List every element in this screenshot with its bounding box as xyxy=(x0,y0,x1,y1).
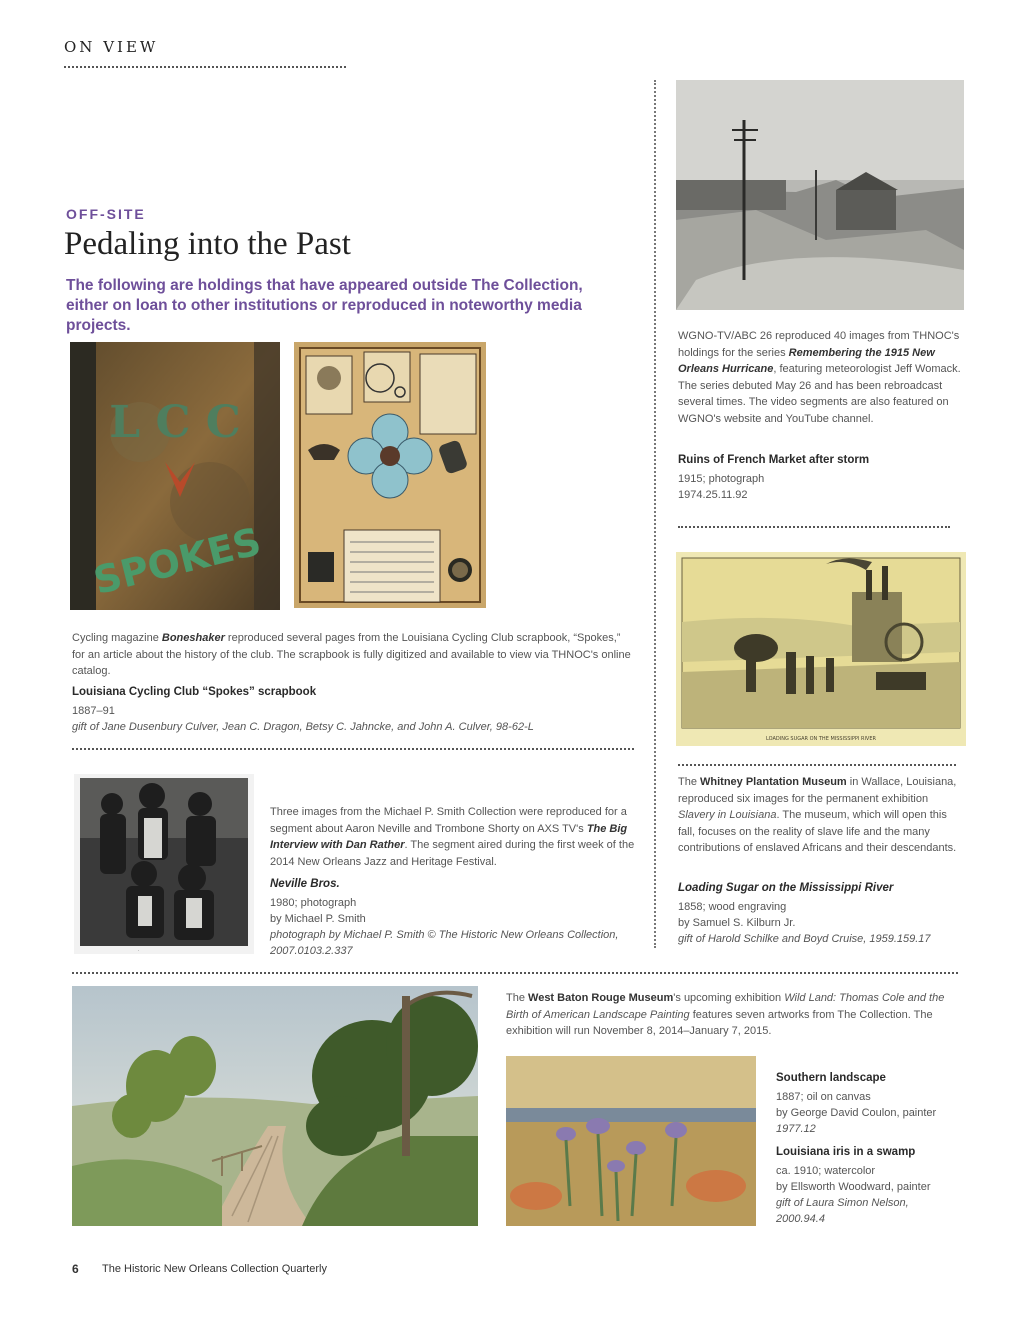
engraving-caption: LOADING SUGAR ON THE MISSISSIPPI RIVER xyxy=(766,736,876,742)
intro-text: The following are holdings that have appeared outside The Collection, either on loan to other institutions or reproduced in noteworthy media projects. xyxy=(66,277,583,334)
sugar-caption-line2: by Samuel S. Kilburn Jr. xyxy=(678,917,796,929)
publication-name: The Historic New Orleans Collection Quarterly xyxy=(102,1263,327,1275)
page-title: Pedaling into the Past xyxy=(64,226,351,262)
sugar-caption-title: Loading Sugar on the Mississippi River xyxy=(678,882,894,894)
sugar-caption-line1: 1858; wood engraving xyxy=(678,901,787,913)
iris-swamp-painting xyxy=(506,1056,756,1226)
neville-caption-credit: photograph by Michael P. Smith © The Historic New Orleans Collection, 2007.0103.2.337 xyxy=(270,929,619,957)
landscape-caption-line1: 1887; oil on canvas xyxy=(776,1091,871,1103)
divider-full xyxy=(72,972,958,974)
hurricane-description: WGNO-TV/ABC 26 reproduced 40 images from THNOC's holdings for the series Remembering the 1915 New Orleans Hurricane, featuring meteorologist Jeff Womack. The series debuted May 26 and has been rebroadcast several times. The video segments are also featured on WGNO's website and YouTube channel. xyxy=(678,330,961,425)
divider-right-2 xyxy=(678,764,956,766)
hurricane-caption-line2: 1974.25.11.92 xyxy=(678,489,748,501)
cover-letters: L C C xyxy=(109,397,241,448)
divider-left-1 xyxy=(72,748,634,750)
southern-landscape-painting xyxy=(72,986,478,1226)
kicker: OFF-SITE xyxy=(66,206,146,222)
column-divider xyxy=(654,80,656,948)
hurricane-caption-line1: 1915; photograph xyxy=(678,473,765,485)
scrapbook-caption-date: 1887–91 xyxy=(72,705,115,717)
page-number: 6 xyxy=(72,1262,79,1276)
scrapbook-cover-image xyxy=(70,342,280,610)
scrapbook-page-image xyxy=(294,342,486,608)
scrapbook-description: Cycling magazine Boneshaker reproduced several pages from the Louisiana Cycling Club scrapbook, “Spokes,” for an article about the history of the club. The scrapbook is fully digitized and available to view via THNOC's online catalog. xyxy=(72,632,631,677)
landscape-caption-line2: by George David Coulon, painter xyxy=(776,1107,937,1119)
neville-caption-title: Neville Bros. xyxy=(270,878,340,890)
divider-right-1 xyxy=(678,526,950,528)
header-divider xyxy=(64,66,346,68)
landscape-caption-line3: 1977.12 xyxy=(776,1123,816,1135)
sugar-engraving-image xyxy=(676,552,966,746)
landscape-description: The West Baton Rouge Museum's upcoming exhibition Wild Land: Thomas Cole and the Birth of American Landscape Painting features seven artworks from The Collection. The exhibition will run November 8, 2014–January 7, 2015. xyxy=(506,992,945,1037)
sugar-caption-credit: gift of Harold Schilke and Boyd Cruise, 1959.159.17 xyxy=(678,933,931,945)
iris-caption-title: Louisiana iris in a swamp xyxy=(776,1146,916,1158)
hurricane-photo xyxy=(676,80,964,310)
sugar-description: The Whitney Plantation Museum in Wallace, Louisiana, reproduced six images for the permanent exhibition Slavery in Louisiana. The museum, which will open this fall, focuses on the reality of slave life and the many contributions of enslaved Africans and their descendants. xyxy=(678,776,957,854)
section-label: ON VIEW xyxy=(64,38,159,56)
svg-text:·: · xyxy=(138,948,140,953)
neville-caption-line2: by Michael P. Smith xyxy=(270,913,366,925)
scrapbook-caption-title: Louisiana Cycling Club “Spokes” scrapbook xyxy=(72,686,317,698)
iris-caption-line1: ca. 1910; watercolor xyxy=(776,1165,876,1177)
neville-description: Three images from the Michael P. Smith Collection were reproduced for a segment about Aaron Neville and Trombone Shorty on AXS TV's The Big Interview with Dan Rather. The segment aired during the first week of the 2014 New Orleans Jazz and Heritage Festival. xyxy=(270,806,635,868)
scrapbook-caption-credit: gift of Jane Dusenbury Culver, Jean C. Dragon, Betsy C. Jahncke, and John A. Culver, 98-62-L xyxy=(72,721,534,733)
hurricane-caption-title: Ruins of French Market after storm xyxy=(678,454,870,466)
neville-bros-photo xyxy=(74,774,254,954)
landscape-caption-title: Southern landscape xyxy=(776,1072,886,1084)
iris-caption-line2: by Ellsworth Woodward, painter xyxy=(776,1181,931,1193)
neville-caption-line1: 1980; photograph xyxy=(270,897,357,909)
cover-spokes: SPOKES xyxy=(89,519,266,604)
iris-caption-credit: gift of Laura Simon Nelson, 2000.94.4 xyxy=(776,1197,909,1225)
